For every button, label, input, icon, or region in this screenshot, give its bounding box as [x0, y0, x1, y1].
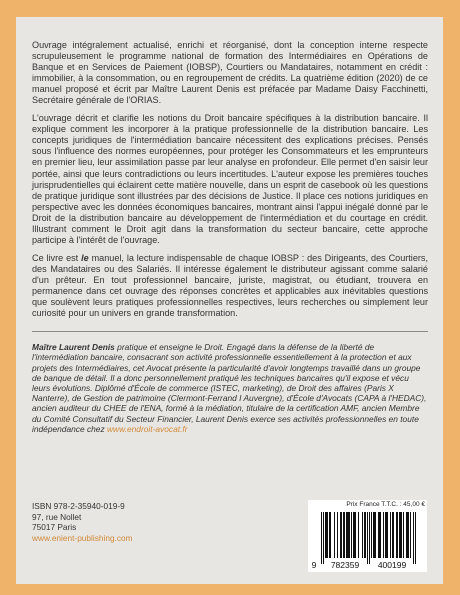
barcode-bar [401, 512, 402, 558]
barcode-bar [334, 512, 335, 558]
orange-border-left [0, 0, 16, 595]
barcode-bar [353, 512, 354, 558]
barcode-bar [346, 512, 347, 558]
barcode-bar [380, 512, 381, 558]
barcode-bar [373, 512, 374, 558]
barcode-bar [375, 512, 376, 558]
author-bio [32, 342, 428, 434]
barcode-bar [406, 512, 407, 558]
barcode-bar [343, 512, 344, 558]
barcode-bar [385, 512, 386, 558]
paragraph-description: L'ouvrage décrit et clarifie les notions du Droit bancaire spécifiques à la distribution bancaire. Il explique comment les incorporer à la pratique professionnelle de la distribution bancaire. Les concepts juridiques de l'intermédiation bancaire nécessitent des explications précises. Pensés sous l'influence des normes européennes, pour protéger les Consommateurs et les emprunteurs en premier lieu, leur assimilation passe par leur analyse en profondeur. Elle permet d'en saisir leur portée, ainsi que leurs contradictions ou leurs incertitudes. L'auteur expose les premières touches jurisprudentielles qui éclairent cette matière nouvelle, dans un esprit de casebook où les questions de pratique juridique sont illustrées par des décisions de Justice. Il place ces notions juridiques en perspective avec les données économiques bancaires, montrant ainsi l'appui inégalé donné par le Droit de la distribution bancaire au développement de l'intermédiation et du courtage en crédit. Illustrant comment le Droit agit dans la transformation du secteur bancaire, cette approche participe à l'intérêt de l'ouvrage. [32, 113, 428, 245]
barcode-bar [392, 512, 393, 558]
barcode-bar [379, 512, 380, 558]
barcode-bar [378, 512, 379, 558]
barcode-bar [396, 512, 397, 558]
publisher-city: 75017 Paris [32, 522, 77, 533]
barcode-bar [367, 512, 368, 564]
barcode-bar [383, 512, 384, 558]
barcode-left-digits: 782359 [330, 560, 360, 570]
main-content [32, 40, 428, 434]
barcode [308, 500, 427, 572]
barcode-right-digits: 400199 [377, 560, 407, 570]
barcode-bar [326, 512, 327, 558]
orange-border-bottom [0, 584, 460, 595]
barcode-bar [325, 512, 326, 558]
paragraph-intro: Ouvrage intégralement actualisé, enrichi et réorganisé, dont la conception interne respecte scrupuleusement le programme national de formation des Intermédiaires en Opérations de Banque et en Services de Paiement (IOBSP), Courtiers ou Mandataires, notamment en crédit : immobilier, à la consommation, ou en regroupement de crédits. La quatrième édition (2020) de ce manuel proposé et écrit par Maître Laurent Denis est préfacée par Madame Daisy Facchinetti, Secrétaire générale de l'ORIAS. [32, 40, 428, 106]
barcode-bar [400, 512, 401, 558]
barcode-bar [403, 512, 404, 558]
barcode-bar [362, 512, 363, 558]
divider [32, 331, 428, 332]
orange-border-right [443, 0, 460, 595]
barcode-bar [327, 512, 328, 558]
barcode-bar [393, 512, 394, 558]
barcode-bar [369, 512, 370, 564]
barcode-bar [365, 512, 366, 558]
barcode-bar [351, 512, 352, 558]
barcode-bar [348, 512, 349, 558]
barcode-bar [354, 512, 355, 558]
publisher-street: 97, rue Nollet [32, 511, 82, 522]
barcode-bar [399, 512, 400, 558]
paragraph-audience-rest: manuel, la lecture indispensable de chaque IOBSP : des Dirigeants, des Courtiers, des Mandataires ou des Salariés. Il intéresse également le distributeur agissant comme salarié d'un prêteur. En tout professionnel bancaire, juriste, magistrat, ou étudiant, trouvera en permanence dans cet ouvrage des réponses concrètes et applicables aux inévitables questions que soulèvent leurs pratiques professionnelles respectives, leurs recherches ou simplement leur curiosité pour un univers en grande transformation. [32, 252, 428, 319]
publisher-website-link[interactable]: www.enient-publishing.com [32, 533, 133, 544]
barcode-first-digit: 9 [311, 560, 317, 570]
barcode-bar [387, 512, 388, 558]
barcode-bar [323, 512, 324, 564]
barcode-bar [358, 512, 359, 558]
emphasis-le: le [81, 252, 89, 263]
author-name: Maître Laurent Denis [32, 342, 115, 353]
barcode-bar [349, 512, 350, 558]
barcode-bar [347, 512, 348, 558]
orange-border-top [0, 0, 460, 17]
barcode-bar [408, 512, 409, 558]
barcode-bar [397, 512, 398, 558]
barcode-bar [364, 512, 365, 558]
barcode-bar [321, 512, 322, 564]
author-website-link[interactable]: www.endroit-avocat.fr [106, 423, 188, 434]
barcode-bar [340, 512, 341, 558]
barcode-bar [371, 512, 372, 558]
author-bio-text: pratique et enseigne le Droit. Engagé dans la défense de la liberté de l'intermédiation bancaire, consacrant son activité professionnelle essentiellement à la protection et aux projets des Intermédiaires, cet Avocat présente la particularité d'avoir longtemps travaillé dans un groupe de banque de détail. Il a donc personnellement pratiqué les techniques bancaires qu'il expose et vécu leurs évolutions. Diplômé d'École de commerce (ISTEC, marketing), de Droit des affaires (Paris X Nanterre), de Gestion de patrimoine (Clermont-Ferrand I Auvergne), d'École d'Avocats (CAPA à l'HEDAC), ancien auditeur du CHEE de l'ENA, formé à la médiation, titulaire de la certification AMF, ancien Membre du Comité Consultatif du Secteur Financier, Laurent Denis exerce ses activités professionnelles en toute indépendance chez [32, 342, 427, 434]
barcode-bar [386, 512, 387, 558]
barcode-bar [355, 512, 356, 558]
barcode-bar [329, 512, 330, 558]
price-label: Prix France T.T.C. : 45,00 € [346, 501, 425, 508]
barcode-bar [344, 512, 345, 558]
isbn: ISBN 978-2-35940-019-9 [32, 501, 125, 511]
barcode-bar [330, 512, 331, 558]
barcode-bar [415, 512, 416, 564]
barcode-bar [390, 512, 391, 558]
barcode-bar [410, 512, 411, 558]
barcode-bar [337, 512, 338, 558]
barcode-bar [374, 512, 375, 558]
barcode-bar [341, 512, 342, 558]
barcode-area [308, 500, 427, 572]
barcode-bar [413, 512, 414, 564]
paragraph-audience-start: Ce livre est [32, 252, 82, 263]
publisher-info [32, 501, 133, 544]
barcode-bar [407, 512, 408, 558]
paragraph-audience [32, 253, 428, 319]
